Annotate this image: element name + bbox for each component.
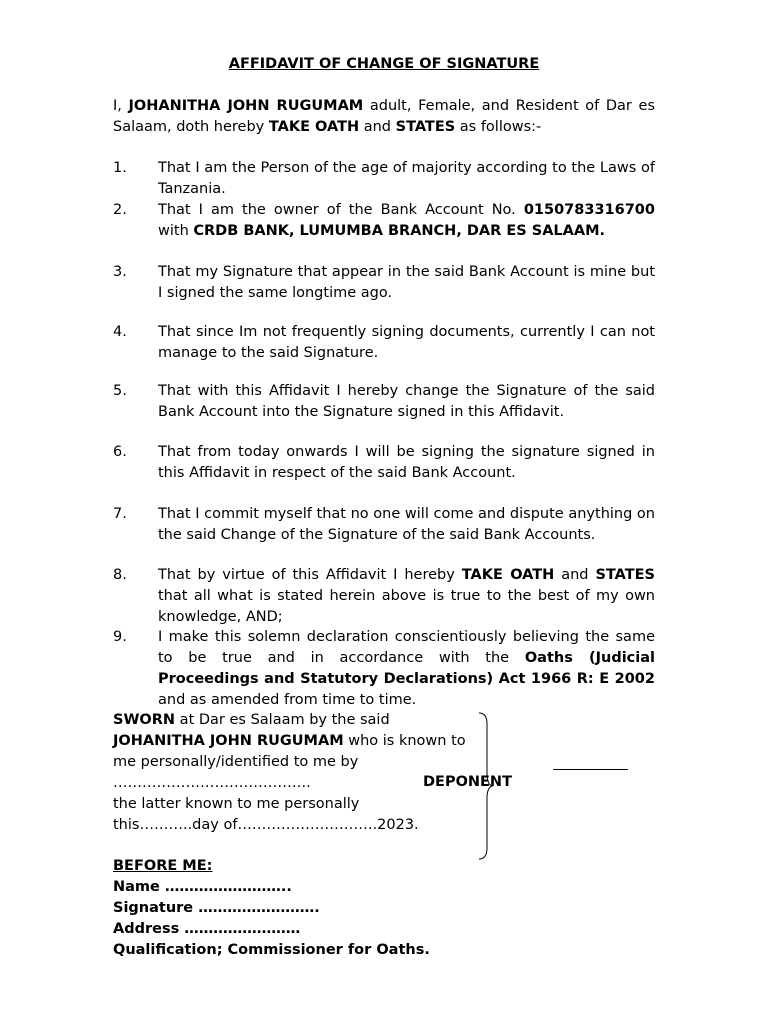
jurat-line: me personally/identified to me by [113,754,359,770]
clause-fragment: That by virtue of this Affidavit I hereby [158,567,462,583]
document-title: AFFIDAVIT OF CHANGE OF SIGNATURE [228,56,540,72]
jurat-text: at Dar es Salaam by the said [175,712,390,728]
jurat-line [113,731,483,752]
clause-2 [113,200,655,242]
account-number: 0150783316700 [523,202,655,218]
deponent-name: JOHANITHA JOHN RUGUMAM [128,98,364,114]
clause-text: That from today onwards I will be signing the signature signed in this Affidavit in respect of the said Bank Account. [158,444,655,481]
clause-3 [113,262,655,304]
commissioner-address-field: Address …………………… [113,921,301,937]
take-oath: TAKE OATH [461,567,555,583]
clause-6 [113,442,655,484]
clause-text: That since Im not frequently signing documents, currently I can not manage to the said Signature. [158,324,655,361]
act-reference: Oaths (Judicial Proceedings and Statutory Declarations) Act 1966 R: E 2002 [158,650,655,687]
before-me-heading: BEFORE ME: [113,858,213,874]
bank-name: CRDB BANK, LUMUMBA BRANCH, DAR ES SALAAM. [193,223,606,239]
intro-text: I, [113,98,129,114]
clause-fragment: that all what is stated herein above is true to the best of my own knowledge, AND; [158,588,655,625]
commissioner-name-field: Name …………………….. [113,879,292,895]
sworn-label: SWORN [113,712,176,728]
clause-text: That I am the Person of the age of majority according to the Laws of Tanzania. [158,160,655,197]
clause-number: 6. [113,444,127,460]
clause-7 [113,504,655,546]
commissioner-qualification: Qualification; Commissioner for Oaths. [113,942,430,958]
clause-fragment: That I am the owner of the Bank Account No. [158,202,524,218]
clause-8 [113,565,655,628]
intro-text: and [359,119,396,135]
clause-fragment: I make this solemn declaration conscientiously believing the same to be true and in accordance with the [158,629,655,666]
jurat-line [113,710,483,731]
clause-text: That with this Affidavit I hereby change the Signature of the said Bank Account into the Signature signed in this Affidavit. [158,383,655,420]
clause-5 [113,381,655,423]
take-oath: TAKE OATH [268,119,360,135]
clause-1 [113,158,655,200]
jurat-text: who is known to [343,733,466,749]
clause-number: 4. [113,324,127,340]
clause-fragment: and as amended from time to time. [158,692,417,708]
identifier-blank: ………………………………….. [113,775,311,791]
deponent-label: DEPONENT [423,774,512,790]
deponent-name: JOHANITHA JOHN RUGUMAM [113,733,344,749]
date-line: this………..day of………………………..2023. [113,817,419,833]
clause-number: 8. [113,567,127,583]
jurat-line: the latter known to me personally [113,796,360,812]
clause-fragment: with [158,223,194,239]
clause-text: That I commit myself that no one will come and dispute anything on the said Change of the Signature of the said Bank Accounts. [158,506,655,543]
states: STATES [395,119,456,135]
clause-text [158,200,655,242]
intro-paragraph [113,96,655,138]
clause-9 [113,627,655,711]
intro-text: adult, Female, and Resident of Dar es Salaam, doth hereby [113,98,656,135]
intro-text: as follows:- [455,119,542,135]
commissioner-signature-field: Signature ……………………. [113,900,320,916]
clause-number: 7. [113,506,127,522]
clause-text [158,627,655,711]
clause-text: That my Signature that appear in the said Bank Account is mine but I signed the same longtime ago. [158,264,655,301]
clause-fragment: and [554,567,596,583]
commissioner-block [113,856,655,961]
signature-line [553,769,628,770]
clause-number: 3. [113,264,127,280]
clause-4 [113,322,655,364]
clause-number: 9. [113,629,127,645]
clause-number: 1. [113,160,127,176]
states: STATES [595,567,655,583]
clause-number: 2. [113,202,127,218]
clause-text [158,565,655,628]
clause-number: 5. [113,383,127,399]
